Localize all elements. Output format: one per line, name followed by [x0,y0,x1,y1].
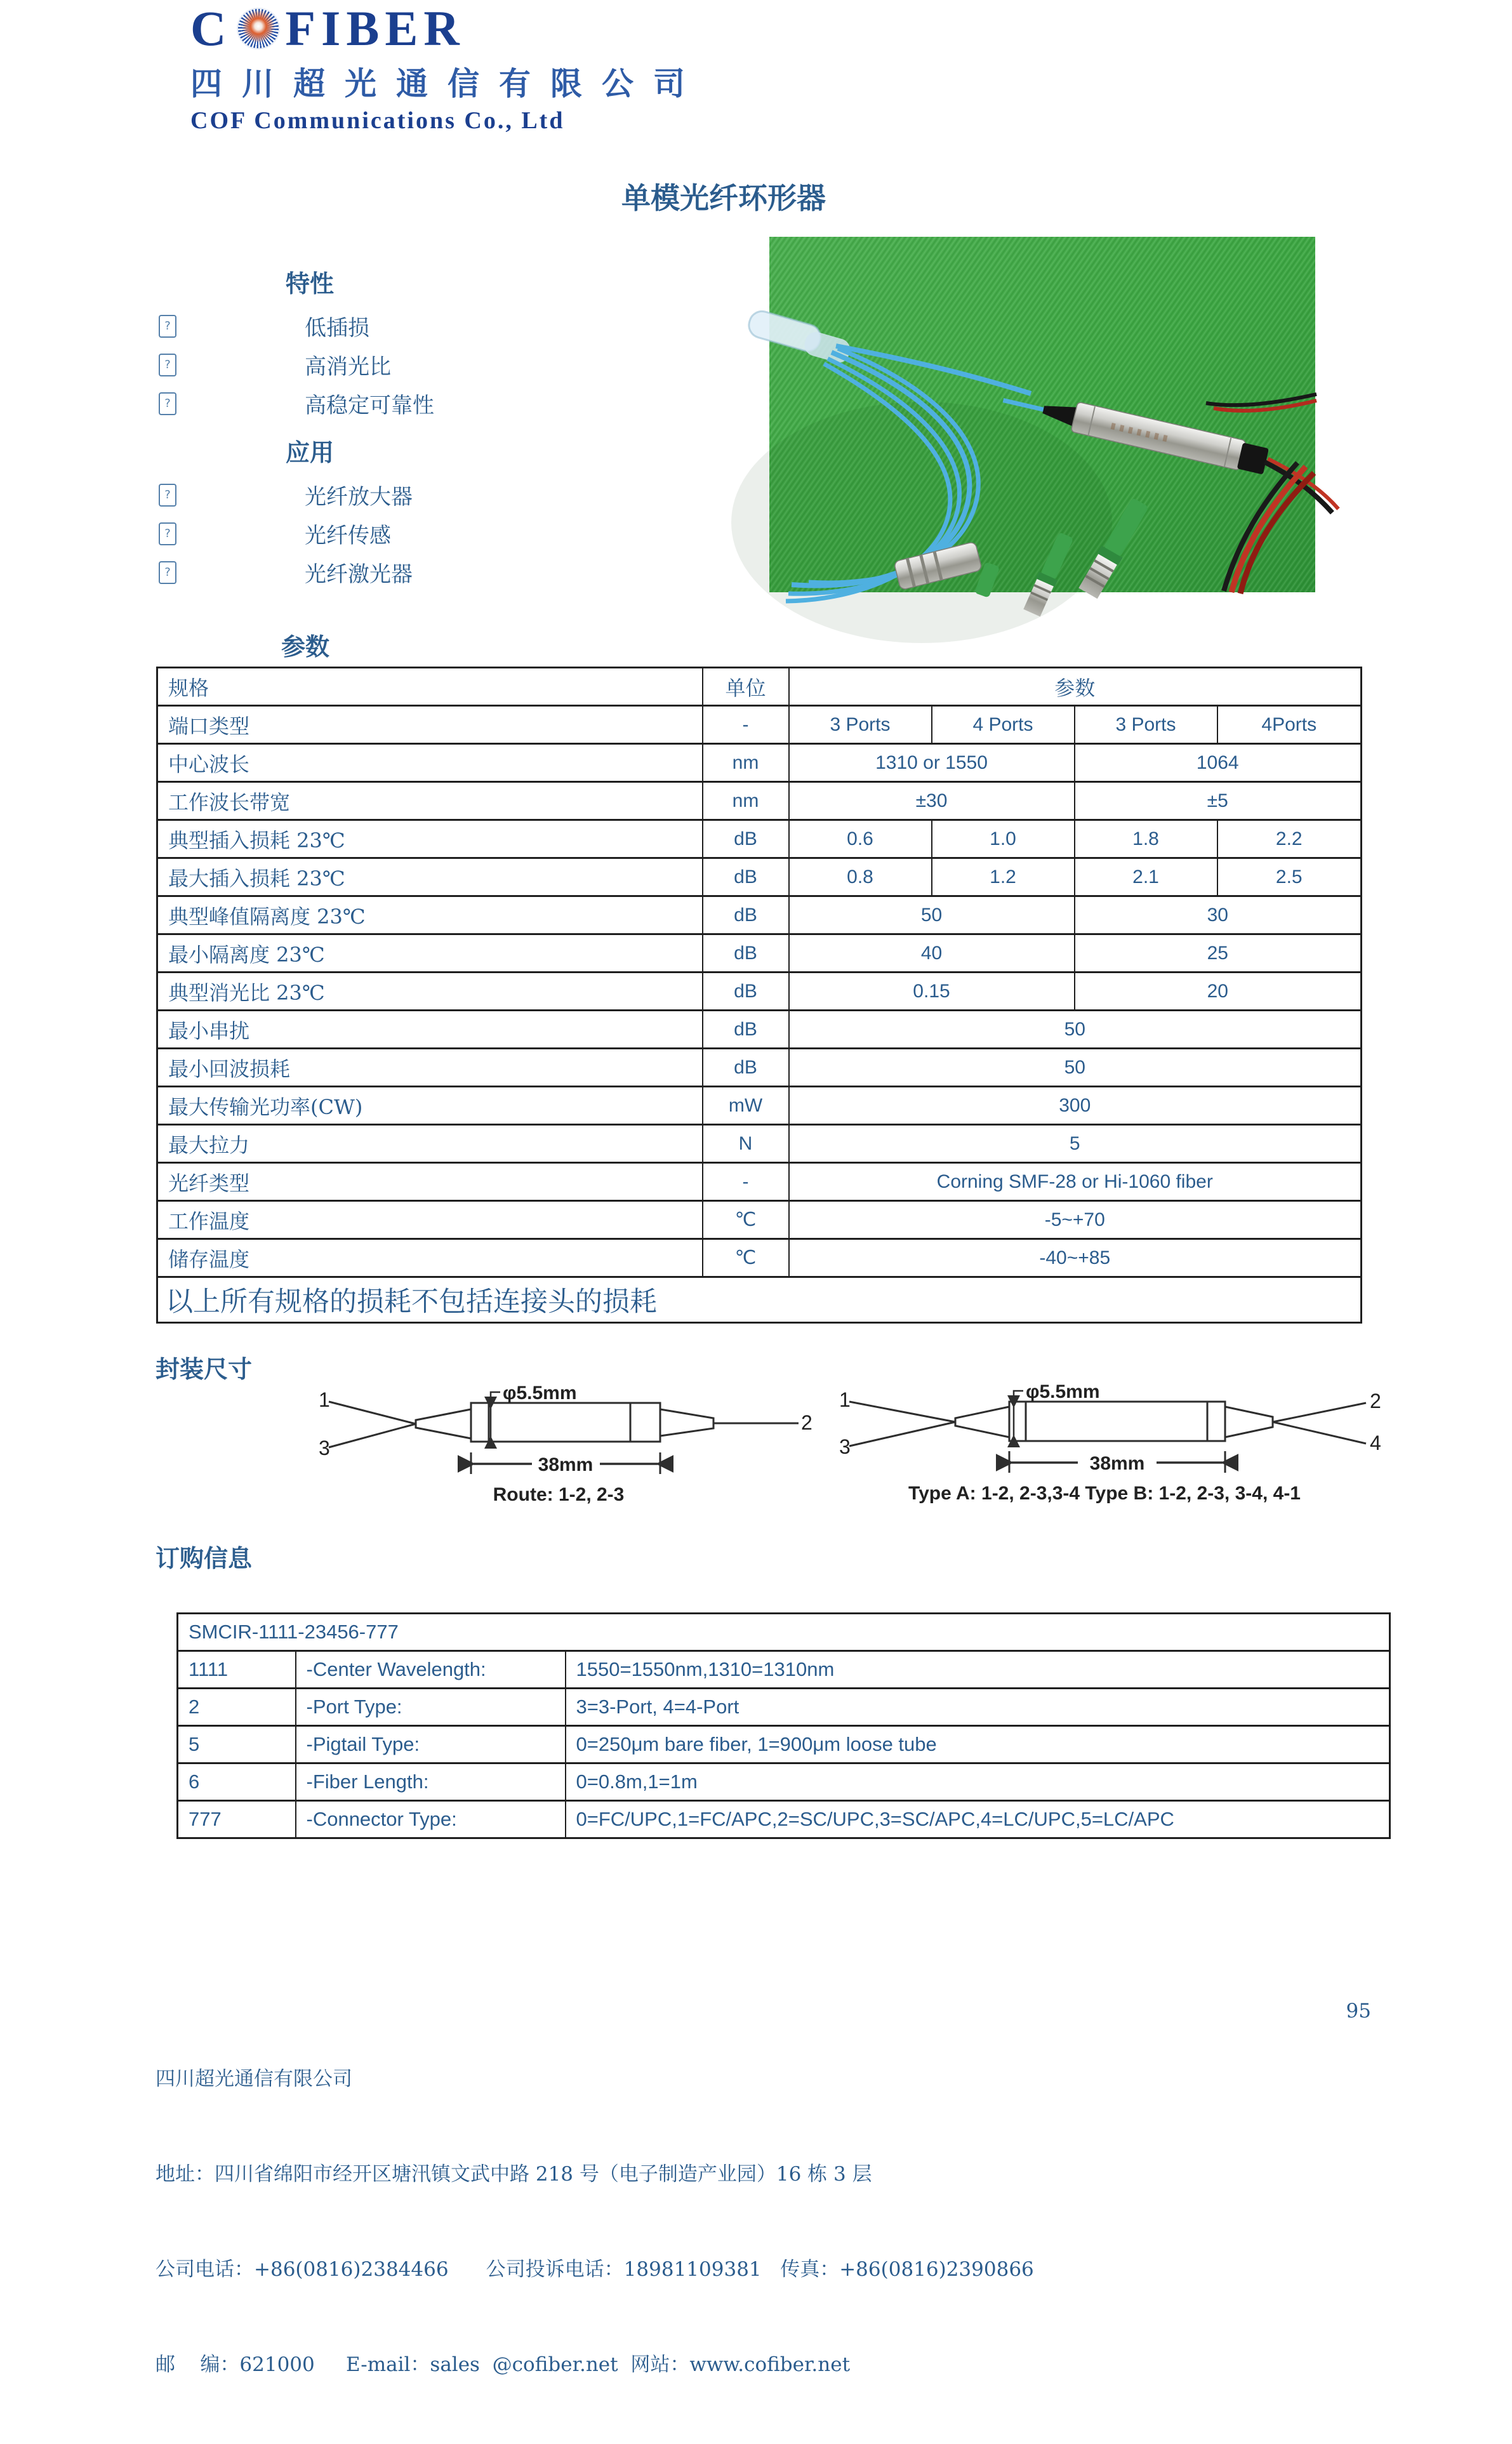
param-value: 5 [789,1125,1362,1163]
param-unit: dB [703,820,789,858]
param-value: 30 [1075,896,1362,934]
param-value: 1.0 [932,820,1075,858]
param-row [157,1011,1362,1049]
param-value: 40 [789,934,1075,973]
order-row [178,1763,1390,1801]
param-unit: dB [703,973,789,1011]
param-row [157,744,1362,782]
left-cone [955,1407,1009,1437]
param-label: 端口类型 [157,706,703,744]
logo-brand-left: C [190,1,232,56]
param-value: 1.2 [932,858,1075,896]
package-diagram-4port [819,1381,1390,1520]
param-label: 光纤类型 [157,1163,703,1201]
param-label: 最大插入损耗 23℃ [157,858,703,896]
port3-label: 3 [839,1435,851,1458]
param-value: 4 Ports [932,706,1075,744]
param-value: 3 Ports [789,706,932,744]
params-table [156,667,1362,1324]
param-unit: - [703,706,789,744]
order-code: 777 [178,1801,296,1838]
left-fibers [329,1402,416,1447]
param-row [157,1125,1362,1163]
param-label: 最大拉力 [157,1125,703,1163]
order-code: 2 [178,1689,296,1726]
sunburst-o-icon [237,8,280,50]
port4-label: 4 [1370,1431,1381,1454]
param-row [157,820,1362,858]
params-note-row [157,1277,1362,1323]
param-value: 50 [789,896,1075,934]
right-cone [1225,1407,1273,1437]
param-value: 2.2 [1217,820,1362,858]
param-row [157,1201,1362,1239]
param-row [157,973,1362,1011]
param-unit: ℃ [703,1239,789,1277]
product-photo [769,237,1315,592]
param-unit: ℃ [703,1201,789,1239]
order-field: -Pigtail Type: [296,1726,566,1763]
list-item [159,384,768,423]
param-value: 50 [789,1049,1362,1087]
param-value: -5~+70 [789,1201,1362,1239]
order-options: 1550=1550nm,1310=1310nm [566,1651,1390,1689]
param-value: 0.6 [789,820,932,858]
param-value: ±30 [789,782,1075,820]
order-options: 0=FC/UPC,1=FC/APC,2=SC/UPC,3=SC/APC,4=LC/UPC,5=LC/APC [566,1801,1390,1838]
list-item-label: 低插损 [305,315,369,341]
param-label: 典型插入损耗 23℃ [157,820,703,858]
applications-heading: 应用 [286,438,335,467]
param-row [157,706,1362,744]
param-unit: dB [703,1011,789,1049]
bullet-missing-glyph-icon: ? [159,392,176,415]
left-cone [416,1409,471,1438]
param-value: 1310 or 1550 [789,744,1075,782]
bullet-missing-glyph-icon: ? [159,484,176,507]
list-item [159,553,768,592]
route-caption: Route: 1-2, 2-3 [493,1484,625,1505]
diameter-label: φ5.5mm [1026,1381,1100,1402]
param-value: 25 [1075,934,1362,973]
left-fibers [849,1402,955,1446]
type-caption: Type A: 1-2, 2-3,3-4 Type B: 1-2, 2-3, 3-4, 4-1 [908,1483,1301,1504]
params-note: 以上所有规格的损耗不包括连接头的损耗 [157,1277,1362,1323]
param-row [157,858,1362,896]
param-value: 3 Ports [1075,706,1217,744]
footer-phones: 公司电话：+86(0816)2384466 公司投诉电话：18981109381 传真：+86(0816)2390866 [156,2258,1034,2281]
diameter-leader [1014,1391,1023,1402]
param-unit: - [703,1163,789,1201]
param-unit: dB [703,1049,789,1087]
list-item-label: 高稳定可靠性 [305,393,434,418]
order-row [178,1689,1390,1726]
order-options: 3=3-Port, 4=4-Port [566,1689,1390,1726]
param-label: 最小回波损耗 [157,1049,703,1087]
param-label: 工作温度 [157,1201,703,1239]
bullet-missing-glyph-icon: ? [159,522,176,545]
order-options: 0=0.8m,1=1m [566,1763,1390,1801]
ordering-heading: 订购信息 [156,1544,253,1572]
param-label: 工作波长带宽 [157,782,703,820]
logo-brand-row [190,1,705,56]
order-field: -Port Type: [296,1689,566,1726]
param-row [157,1163,1362,1201]
list-item-label: 光纤放大器 [305,484,413,510]
length-label: 38mm [1089,1453,1145,1474]
param-value: Corning SMF-28 or Hi-1060 fiber [789,1163,1362,1201]
params-header-row [157,668,1362,706]
param-unit: dB [703,896,789,934]
param-value: 20 [1075,973,1362,1011]
company-logo [190,1,705,135]
part-number-row [178,1614,1390,1651]
param-label: 最小串扰 [157,1011,703,1049]
param-unit: dB [703,858,789,896]
param-label: 最小隔离度 23℃ [157,934,703,973]
param-unit: nm [703,744,789,782]
list-item-label: 高消光比 [305,354,391,380]
device-body-outline [471,1403,660,1442]
param-label: 典型消光比 23℃ [157,973,703,1011]
param-value: 4Ports [1217,706,1362,744]
applications-list [159,475,768,592]
footer [156,2000,1400,2444]
param-row [157,1087,1362,1125]
order-code: 6 [178,1763,296,1801]
param-row [157,934,1362,973]
bullet-missing-glyph-icon: ? [159,354,176,376]
list-item-label: 光纤传感 [305,523,391,548]
footer-company: 四川超光通信有限公司 [156,2068,352,2090]
port2-label: 2 [801,1411,812,1434]
diameter-label: φ5.5mm [503,1383,577,1404]
right-fibers [1273,1403,1366,1444]
features-applications-block [159,264,768,592]
order-row [178,1726,1390,1763]
package-diagram-3port [279,1384,819,1520]
param-row [157,896,1362,934]
param-header: 参数 [789,668,1362,706]
param-value: 2.1 [1075,858,1217,896]
order-row [178,1651,1390,1689]
param-value: 2.5 [1217,858,1362,896]
list-item-label: 光纤激光器 [305,562,413,587]
page-number: 95 [1346,2000,1371,2022]
order-options: 0=250μm bare fiber, 1=900μm loose tube [566,1726,1390,1763]
param-row [157,1049,1362,1087]
part-number: SMCIR-1111-23456-777 [178,1614,1390,1651]
port3-label: 3 [319,1437,330,1459]
logo-company-name-cn: 四川超光通信有限公司 [190,65,705,102]
order-row [178,1801,1390,1838]
length-label: 38mm [538,1454,594,1475]
list-item [159,514,768,553]
diameter-leader [491,1392,500,1403]
spec-header: 规格 [157,668,703,706]
footer-mail: 邮 编：621000 E-mail：sales @cofiber.net 网站：www.cofiber.net [156,2353,851,2376]
param-label: 储存温度 [157,1239,703,1277]
param-row [157,782,1362,820]
param-unit: mW [703,1087,789,1125]
param-value: ±5 [1075,782,1362,820]
port2-label: 2 [1370,1390,1381,1412]
order-field: -Center Wavelength: [296,1651,566,1689]
order-field: -Fiber Length: [296,1763,566,1801]
param-label: 典型峰值隔离度 23℃ [157,896,703,934]
param-value: 1064 [1075,744,1362,782]
order-code: 1111 [178,1651,296,1689]
logo-brand-right: FIBER [285,1,465,56]
order-code: 5 [178,1726,296,1763]
param-value: 50 [789,1011,1362,1049]
param-label: 最大传输光功率(CW) [157,1087,703,1125]
port1-label: 1 [319,1388,330,1411]
params-heading: 参数 [281,632,330,661]
logo-company-name-en: COF Communications Co., Ltd [190,107,565,134]
features-list [159,307,768,423]
ordering-table [176,1612,1391,1839]
param-value: -40~+85 [789,1239,1362,1277]
right-cone [660,1409,713,1436]
param-value: 300 [789,1087,1362,1125]
unit-header: 单位 [703,668,789,706]
list-item [159,475,768,514]
list-item [159,307,768,345]
param-row [157,1239,1362,1277]
param-unit: nm [703,782,789,820]
order-field: -Connector Type: [296,1801,566,1838]
param-unit: dB [703,934,789,973]
features-heading: 特性 [286,269,335,298]
device-body-outline [1009,1402,1225,1441]
param-label: 中心波长 [157,744,703,782]
list-item [159,345,768,384]
package-heading: 封装尺寸 [156,1355,253,1383]
param-value: 0.15 [789,973,1075,1011]
footer-address: 地址：四川省绵阳市经开区塘汛镇文武中路 218 号（电子制造产业园）16 栋 3 层 [156,2163,872,2186]
port1-label: 1 [839,1388,851,1411]
product-photo-illustration [769,237,1315,592]
param-unit: N [703,1125,789,1163]
page-title: 单模光纤环形器 [621,181,826,215]
bullet-missing-glyph-icon: ? [159,561,176,584]
bullet-missing-glyph-icon: ? [159,315,176,338]
param-value: 0.8 [789,858,932,896]
param-value: 1.8 [1075,820,1217,858]
